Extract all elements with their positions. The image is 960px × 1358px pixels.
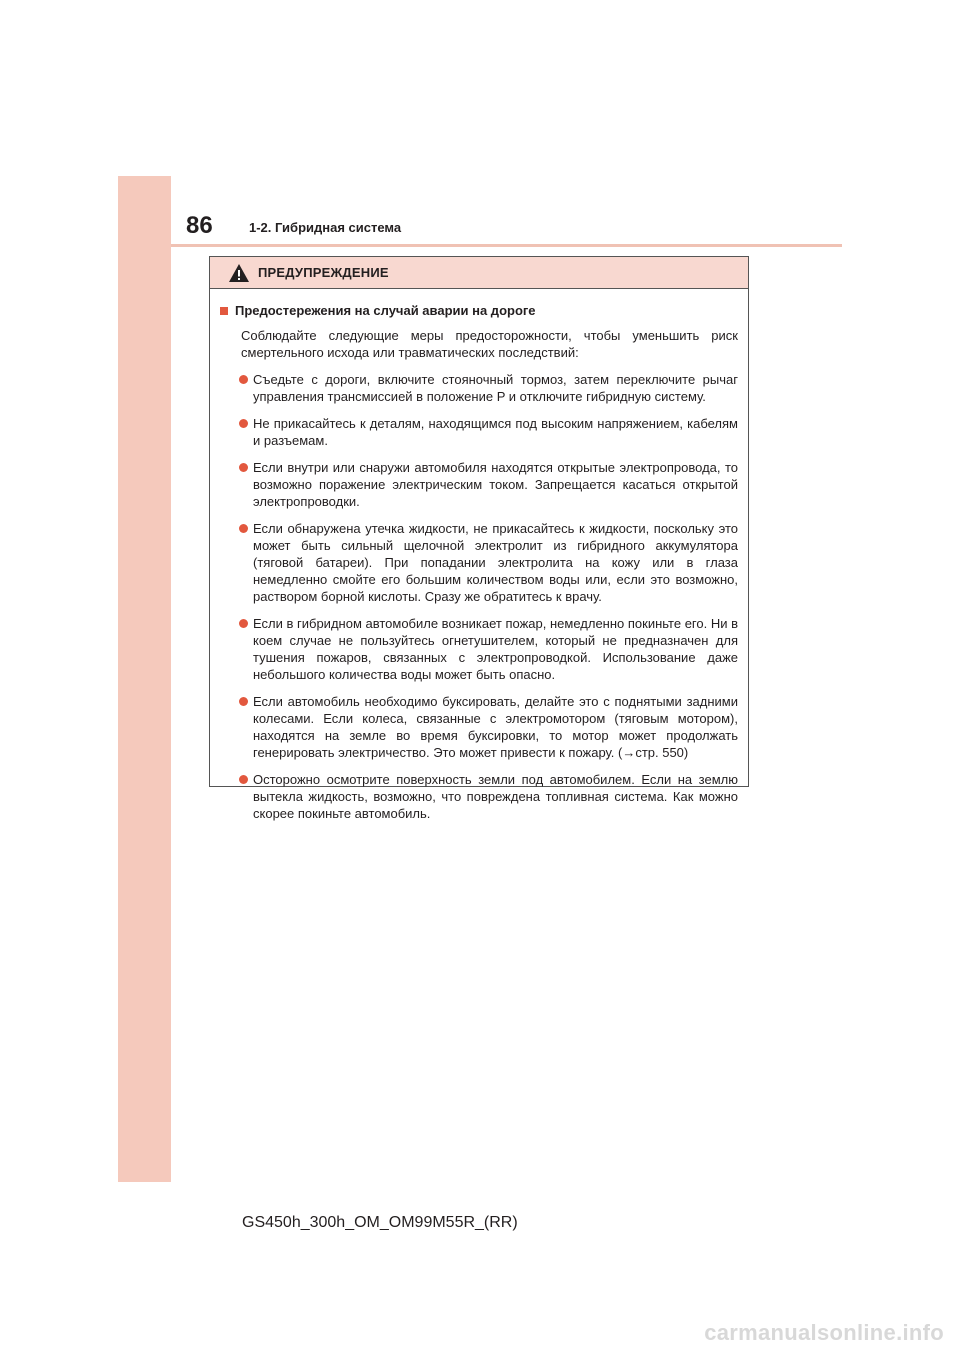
bullet-item (253, 415, 738, 449)
bullet-text: Осторожно осмотрите поверхность земли под автомобилем. Если на землю вытекла жидкость, возможно, что повреждена топливная система. Как можно скорее покиньте автомобиль. (253, 772, 738, 821)
bullet-item (253, 771, 738, 822)
round-bullet-icon (239, 463, 248, 472)
bullet-item (253, 520, 738, 605)
bullet-item (253, 459, 738, 510)
warning-heading-text: Предостережения на случай аварии на дороге (235, 303, 536, 318)
round-bullet-icon (239, 775, 248, 784)
page-number: 86 (186, 212, 213, 239)
section-title: 1-2. Гибридная система (249, 220, 402, 235)
warning-header (210, 257, 748, 289)
round-bullet-icon (239, 419, 248, 428)
bullet-text: Съедьте с дороги, включите стояночный тормоз, затем переключите рычаг управления трансмиссией в положение P и отключите гибридную систему. (253, 372, 738, 404)
round-bullet-icon (239, 524, 248, 533)
round-bullet-icon (239, 697, 248, 706)
bullet-text: Если внутри или снаружи автомобиля находятся открытые электропровода, то возможно поражение электрическим током. Запрещается касаться открытой электропроводки. (253, 460, 738, 509)
round-bullet-icon (239, 375, 248, 384)
watermark: carmanualsonline.info (704, 1320, 944, 1345)
bullet-item (253, 371, 738, 405)
bullet-text: Не прикасайтесь к деталям, находящимся под высоким напряжением, кабелям и разъемам. (253, 416, 738, 448)
bullet-text: Если автомобиль необходимо буксировать, делайте это с поднятыми задними колесами. Если колеса, связанные с электромотором (тяговым мотором), находятся на земле во время буксировки, то мотор может продолжать генерировать электричество. Это может привести к пожару. (→стр. 550) (253, 694, 738, 760)
round-bullet-icon (239, 619, 248, 628)
bullet-text: Если в гибридном автомобиле возникает пожар, немедленно покиньте его. Ни в коем случае не пользуйтесь огнетушителем, который не предназначен для тушения пожаров, связанных с электропроводкой. Использование даже небольшого количества воды может быть опасно. (253, 616, 738, 682)
bullet-item (253, 693, 738, 761)
warning-title: ПРЕДУПРЕЖДЕНИЕ (258, 265, 389, 280)
manual-code: GS450h_300h_OM_OM99M55R_(RR) (242, 1214, 518, 1231)
chapter-side-band (118, 176, 171, 1182)
square-bullet-icon (220, 307, 228, 315)
warning-triangle-icon (228, 263, 250, 283)
warning-box (209, 256, 749, 821)
warning-heading (220, 302, 738, 319)
bullet-text: Если обнаружена утечка жидкости, не прикасайтесь к жидкости, поскольку это может быть сильный щелочной электролит из гибридного аккумулятора (тяговой батареи). При попадании электролита на кожу или в глаза немедленно смойте его большим количеством воды или, если это возможно, раствором борной кислоты. Сразу же обратитесь к врачу. (253, 521, 738, 604)
warning-intro: Соблюдайте следующие меры предосторожности, чтобы уменьшить риск смертельного исхода или травматических последствий: (241, 328, 738, 360)
bullet-item (253, 615, 738, 683)
header-divider (171, 244, 842, 247)
warning-body (210, 289, 748, 822)
